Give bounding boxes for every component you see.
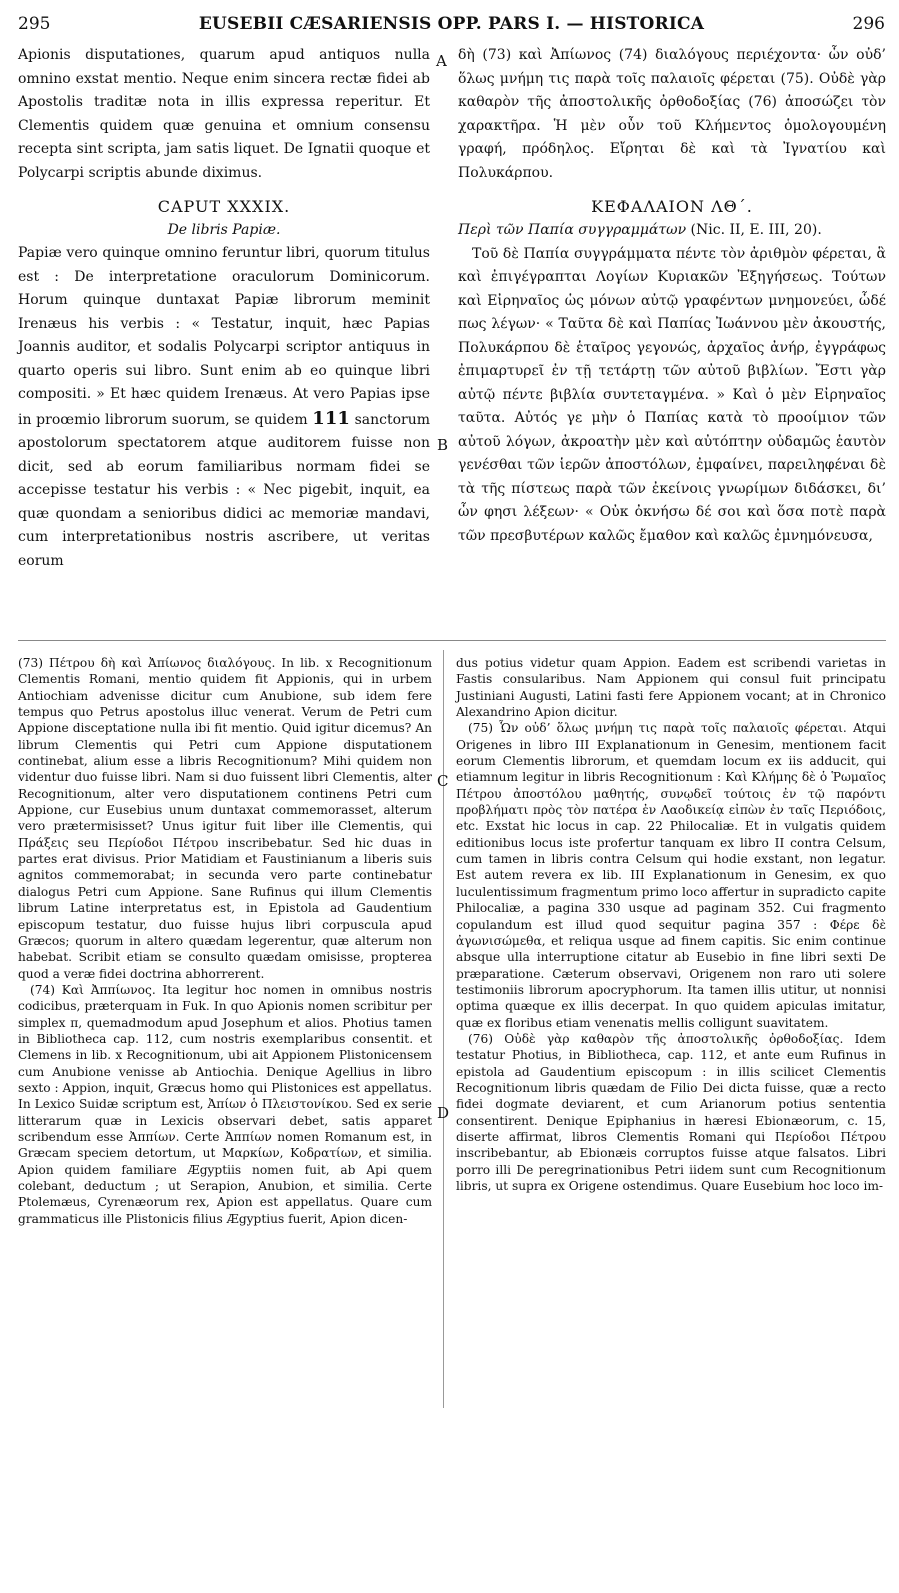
footnotes-right (456, 655, 886, 1194)
notes-column-rule (443, 650, 444, 1408)
column-number-marker: 111 (312, 407, 350, 429)
footnotes-left (18, 655, 432, 1227)
margin-letter-b: B (437, 436, 449, 454)
greek-chapter-reference: (Nic. II, E. III, 20). (686, 222, 822, 238)
latin-chapter-title: CAPUT XXXIX. (157, 197, 291, 216)
greek-chapter-subtitle: Περὶ τῶν Παπία συγγραμμάτων (458, 222, 687, 238)
page-number-left: 295 (18, 14, 51, 34)
latin-text: Papiæ vero quinque omnino feruntur libri, quorum titulus est : De interpretatione oraculorum Dominicorum. Horum quinque duntaxat Papiæ librorum meminit Irenæus his verbis : « Testatur, inquit, hæc Papias Joannis auditor, et sodalis Polycarpi scriptor antiquus in quarto operis sui libro. Sunt enim ab eo quinque libri compositi. » Et hæc quidem Irenæus. At vero Papias ipse in proœmio librorum suorum, se quidem (18, 245, 430, 428)
notes-divider (18, 640, 886, 641)
page-number-right: 296 (852, 14, 885, 34)
margin-letter-d: D (437, 1104, 450, 1122)
footnote-74-continued: dus potius videtur quam Appion. Eadem est scribendi varietas in Fastis consularibus. Nam Appionem qui consul fuit principatu Justiniani Augusti, Latini fasti fere Appionem vocant; at in Chronico Alexandrino Apion dicitur. (456, 656, 886, 720)
footnote-76: (76) Οὐδὲ γὰρ καθαρὸν τῆς ἀποστολικῆς ὀρθοδοξίας. Idem testatur Photius, in Bibliotheca, cap. 112, et ante eum Rufinus in epistola ad Gaudentium episcopum : in illis scilicet Clementis Recognitionum libris quædam de Filio Dei dicta fuisse, quæ a recto fidei dogmate deviarent, et cum Arianorum potius sententia consentirent. Denique Epiphanius in hæresi Ebionæorum, c. 15, diserte affirmat, libros Clementis Romani qui Περίοδοι Πέτρου inscribebantur, ab Ebionæis corruptos fuisse atque falsatos. Libri porro illi De peregrinationibus Petri iidem sunt cum Recognitionum libris, ut supra ex Origene ostendimus. Quare Eusebium hoc loco im- (456, 1031, 886, 1193)
running-title: EUSEBII CÆSARIENSIS OPP. PARS I. — HISTORICA (198, 14, 705, 34)
latin-text: sanctorum apostolorum spectatorem atque auditorem fuisse non dicit, sed ab eorum familiaribus normam fidei se accepisse testatur his verbis : « Nec pigebit, inquit, ea quæ quondam a senioribus didici ac memoriæ mandavi, cum interpretationibus nostris ascribere, ut veritas eorum (18, 411, 430, 569)
running-header (18, 14, 885, 38)
footnote-74: (74) Καὶ Ἀππίωνος. Ita legitur hoc nomen in omnibus nostris codicibus, præterquam in Fuk. In quo Apionis nomen scribitur per simplex π, quemadmodum apud Josephum et alios. Photius tamen in Bibliotheca cap. 112, cum nostris exemplaribus consentit. et Clemens in lib. x Recognitionum, ubi ait Appionem Plistonicensem cum Anubione venisse ab Antiochia. Denique Agellius in libro sexto : Appion, inquit, Græcus homo qui Plistonices est appellatus. In Lexico Suidæ scriptum est, Ἀπίων ὁ Πλειστονίκου. Sed ex serie litterarum quæ in Lexicis observari debet, satis apparet scribendum esse Ἀππίων. Certe Ἀππίων nomen Romanum est, in Græcam speciem detortum, ut Μαρκίων, Κοδρατίων, et similia. Apion quidem familiare Ægyptiis nomen fuit, ab Api quem colebant, deductum ; ut Serapion, Anubion, et similia. Certe Ptolemæus, Cyrenæorum rex, Apion est appellatus. Quare cum grammaticus ille Plistonicis filius Ægyptius fuerit, Apion dicen- (18, 982, 432, 1226)
latin-chapter-subtitle: De libris Papiæ. (167, 222, 281, 238)
greek-column (458, 44, 886, 548)
margin-letter-c: C (437, 772, 449, 790)
footnote-73: (73) Πέτρου δὴ καὶ Ἀπίωνος διαλόγους. In lib. x Recognitionum Clementis Romani, mentio quidem fit Appionis, qui in urbem Antiochiam advenisse dicitur cum Anubione, sub idem fere tempus quo Petrus apostolus illuc venerat. Verum de Petri cum Appione disceptatione nulla ibi fit mentio. Quid igitur dicemus? An librum Clementis qui Petri cum Appione disputationem continebat, alium esse a libris Recognitionum? Mihi quidem non videntur duo fuisse libri. Nam si duo fuissent libri Clementis, alter Recognitionum, alter vero disputationem continens Petri cum Appione, cur Eusebius unum duntaxat commemorasset, alterum vero prætermisisset? Unus igitur fuit liber ille Clementis, qui Πράξεις seu Περίοδοι Πέτρου inscribebatur. Sed hic duas in partes erat divisus. Prior Matidiam et Faustinianum a liberis suis agnitos commemorabat; in secunda vero parte continebatur dialogus Petri cum Appione. Sane Rufinus qui illum Clementis librum Latine interpretatus est, in Epistola ad Gaudentium episcopum testatur, duo fuisse hujus libri corpuscula apud Græcos; quorum in altero quædam legerentur, quæ alterum non habebat. Scribit etiam se consulto quædam omisisse, propterea quod a veræ fidei doctrina abhorrerent. (18, 656, 432, 981)
latin-paragraph: Apionis disputationes, quarum apud antiquos nulla omnino exstat mentio. Neque enim sincera rectæ fidei ab Apostolis traditæ nota in illis expressa reperitur. Et Clementis quidem quæ genuina et omnium consensu recepta sint scripta, jam satis liquet. De Ignatii quoque et Polycarpi scriptis abunde diximus. (18, 47, 430, 181)
greek-chapter-subtitle-line (458, 219, 886, 243)
greek-paragraph-papias: Τοῦ δὲ Παπία συγγράμματα πέντε τὸν ἀριθμὸν φέρεται, ἃ καὶ ἐπιγέγραπται Λογίων Κυριακῶν Ἐξηγήσεως. Τούτων καὶ Εἰρηναῖος ὡς μόνων αὐτῷ γραφέντων μνημονεύει, ὧδέ πως λέγων· « Ταῦτα δὲ καὶ Παπίας Ἰωάννου μὲν ἀκουστής, Πολυκάρπου δὲ ἑταῖρος γεγονώς, ἀρχαῖος ἀνήρ, ἐγγράφως ἐπιμαρτυρεῖ ἐν τῇ τετάρτῃ τῶν αὐτοῦ βιβλίων. Ἔστι γὰρ αὐτῷ πέντε βιβλία συντεταγμένα. » Καὶ ὁ μὲν Εἰρηναῖος ταῦτα. Αὐτός γε μὴν ὁ Παπίας κατὰ τὸ προοίμιον τῶν αὐτοῦ λόγων, ἀκροατὴν μὲν καὶ αὐτόπτην οὐδαμῶς ἑαυτὸν γενέσθαι τῶν ἱερῶν ἀποστόλων, ἐμφαίνει, παρειληφέναι δὲ τὰ τῆς πίστεως παρὰ τῶν ἐκείνοις γνωρίμων διδάσκει, δι’ ὧν φησι λέξεων· « Οὐκ ὀκνήσω δέ σοι καὶ ὅσα ποτὲ παρὰ τῶν πρεσβυτέρων καλῶς ἔμαθον καὶ καλῶς ἐμνημόνευσα, (458, 245, 886, 544)
greek-paragraph: δὴ (73) καὶ Ἀπίωνος (74) διαλόγους περιέχοντα· ὧν οὐδ’ ὅλως μνήμη τις παρὰ τοῖς παλαιοῖς φέρεται (75). Οὐδὲ γὰρ καθαρὸν τῆς ἀποστολικῆς ὀρθοδοξίας (76) ἀποσώζει τὸν χαρακτῆρα. Ἡ μὲν οὖν τοῦ Κλήμεντος ὁμολογουμένη γραφή, πρόδηλος. Εἴρηται δὲ καὶ τὰ Ἰγνατίου καὶ Πολυκάρπου. (458, 47, 886, 181)
latin-paragraph-papias (18, 242, 430, 573)
greek-chapter-title: ΚΕΦΑΛΑΙΟΝ ΛΘ΄. (591, 197, 753, 216)
latin-column (18, 44, 430, 573)
margin-letter-a: A (436, 52, 447, 70)
footnote-75: (75) Ὧν οὐδ’ ὅλως μνήμη τις παρὰ τοῖς παλαιοῖς φέρεται. Atqui Origenes in libro III Explanationum in Genesim, mentionem facit eorum Clementis librorum, et quemdam locum ex iis adducit, qui etiamnum legitur in libris Recognitionum : Καὶ Κλήμης δὲ ὁ Ῥωμαῖος Πέτρου ἀποστόλου μαθητής, συνῳδεῖ τούτοις ἐν τῷ παρόντι προβλήματι πρὸς τὸν πατέρα ἐν Λαοδικείᾳ εἰπὼν ἐν ταῖς Περιόδοις, etc. Exstat hic locus in cap. 22 Philocaliæ. Et in vulgatis quidem editionibus locus iste profertur tanquam ex libro II contra Celsum, cum tamen in libris contra Celsum qui hodie exstant, non legatur. Est autem revera ex lib. III Explanationum in Genesim, ex quo luculentissimum fragmentum primo loco affertur in supradicto capite Philocaliæ, a pagina 330 usque ad paginam 352. Cui fragmento copulandum est illud quod sequitur pagina 357 : Φέρε δὲ ἀγωνισώμεθα, et reliqua usque ad finem capitis. Sic enim continue absque ulla interruptione citatur ab Eusebio in fine libri sexti De præparatione. Cæterum observavi, Origenem non raro uti solere testimoniis librorum apocryphorum. Ita tamen illis utitur, ut nonnisi optima quæque ex illis decerpat. In quo quidem apiculas imitatur, quæ ex floribus etiam venenatis mellis colligunt suavitatem. (456, 721, 886, 1030)
